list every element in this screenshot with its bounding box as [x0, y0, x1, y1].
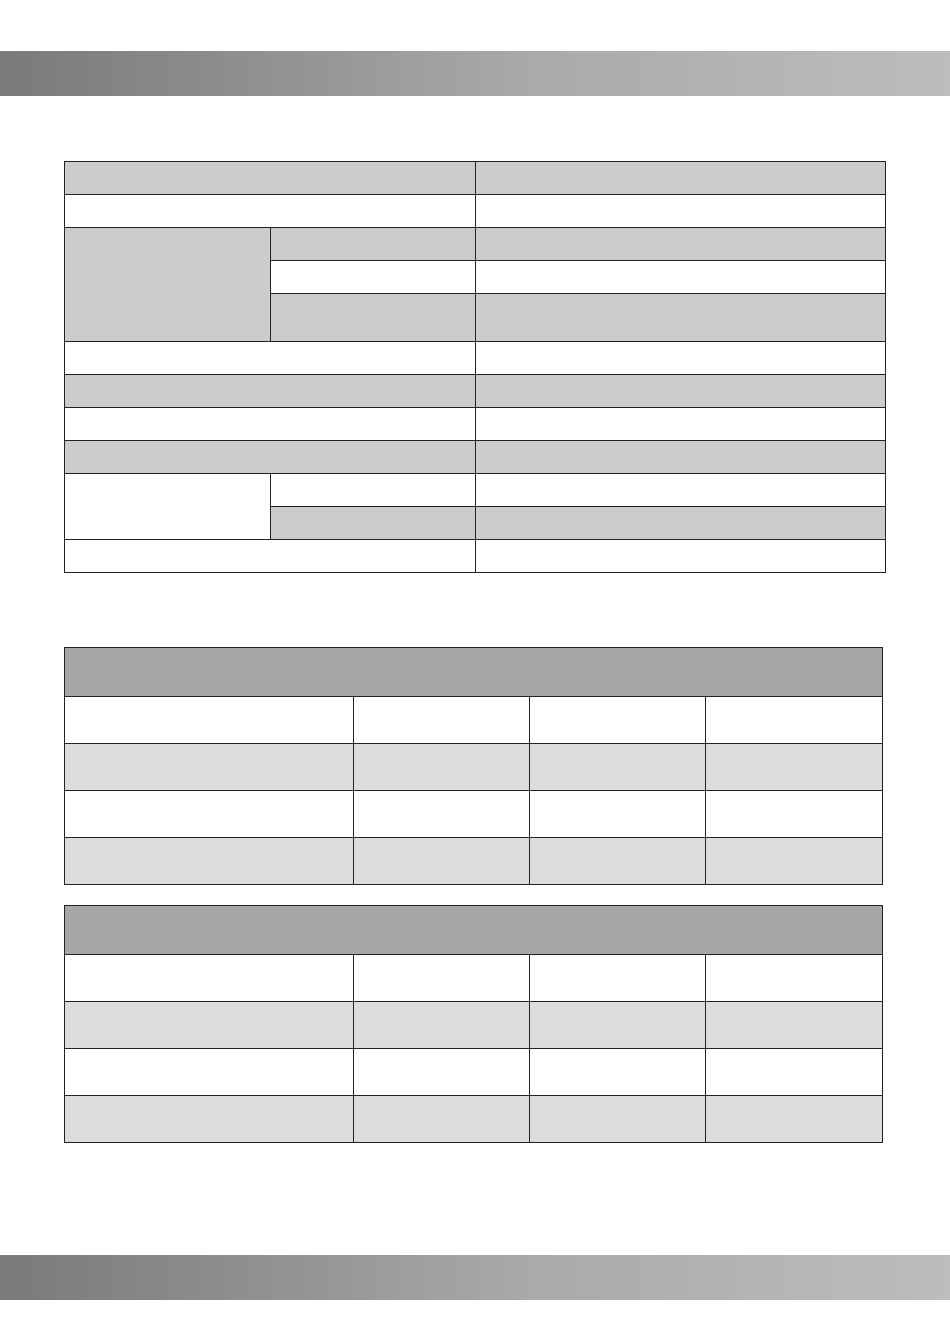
spec-value [476, 507, 886, 540]
spec-value [476, 342, 886, 375]
spec-value [476, 540, 886, 573]
table-cell [354, 838, 530, 885]
table-cell [706, 838, 883, 885]
header-band [0, 51, 950, 96]
spec-label [65, 162, 476, 195]
table-cell [706, 955, 883, 1002]
footer-band [0, 1255, 950, 1300]
table-cell [530, 838, 706, 885]
spec-group-label [65, 474, 271, 540]
spec-sublabel [271, 474, 476, 507]
table-cell [354, 1096, 530, 1143]
spec-value [476, 195, 886, 228]
spec-table [64, 161, 886, 573]
table-cell [530, 1002, 706, 1049]
spec-label [65, 408, 476, 441]
table-cell [706, 1096, 883, 1143]
table-cell [354, 697, 530, 744]
table-row [65, 375, 886, 408]
spec-value [476, 261, 886, 294]
table-cell [65, 744, 354, 791]
table-cell [706, 697, 883, 744]
table-cell [65, 1049, 354, 1096]
spec-value [476, 375, 886, 408]
table-cell [706, 1002, 883, 1049]
table-cell [65, 1096, 354, 1143]
spec-value [476, 408, 886, 441]
table-row [65, 838, 883, 885]
spec-value [476, 294, 886, 342]
table-cell [530, 697, 706, 744]
table-title [65, 648, 883, 697]
spec-label [65, 375, 476, 408]
table-cell [65, 791, 354, 838]
measurement-table-b [64, 905, 883, 1143]
spec-sublabel [271, 507, 476, 540]
table-row [65, 228, 886, 261]
spec-label [65, 441, 476, 474]
spec-value [476, 474, 886, 507]
spec-value [476, 162, 886, 195]
table-row [65, 195, 886, 228]
measurement-table-a [64, 647, 883, 885]
spec-label [65, 195, 476, 228]
table-header-row [65, 906, 883, 955]
spec-value [476, 228, 886, 261]
table-row [65, 744, 883, 791]
table-header-row [65, 648, 883, 697]
table-row [65, 955, 883, 1002]
table-row [65, 791, 883, 838]
table-row [65, 408, 886, 441]
table-row [65, 697, 883, 744]
table-row [65, 162, 886, 195]
table-cell [65, 838, 354, 885]
spec-sublabel [271, 294, 476, 342]
table-cell [354, 955, 530, 1002]
table-cell [65, 1002, 354, 1049]
spec-sublabel [271, 228, 476, 261]
table-cell [706, 1049, 883, 1096]
table-row [65, 474, 886, 507]
table-cell [530, 1096, 706, 1143]
table-cell [65, 955, 354, 1002]
table-row [65, 342, 886, 375]
table-cell [354, 1002, 530, 1049]
spec-group-label [65, 228, 271, 342]
table-row [65, 1096, 883, 1143]
table-cell [530, 791, 706, 838]
table-cell [65, 697, 354, 744]
table-cell [354, 744, 530, 791]
spec-sublabel [271, 261, 476, 294]
table-row [65, 1049, 883, 1096]
table-cell [530, 744, 706, 791]
table-cell [354, 1049, 530, 1096]
spec-label [65, 540, 476, 573]
table-row [65, 1002, 883, 1049]
table-cell [354, 791, 530, 838]
spec-label [65, 342, 476, 375]
table-row [65, 441, 886, 474]
table-cell [530, 955, 706, 1002]
table-title [65, 906, 883, 955]
table-cell [706, 744, 883, 791]
table-cell [530, 1049, 706, 1096]
spec-value [476, 441, 886, 474]
table-row [65, 540, 886, 573]
table-cell [706, 791, 883, 838]
